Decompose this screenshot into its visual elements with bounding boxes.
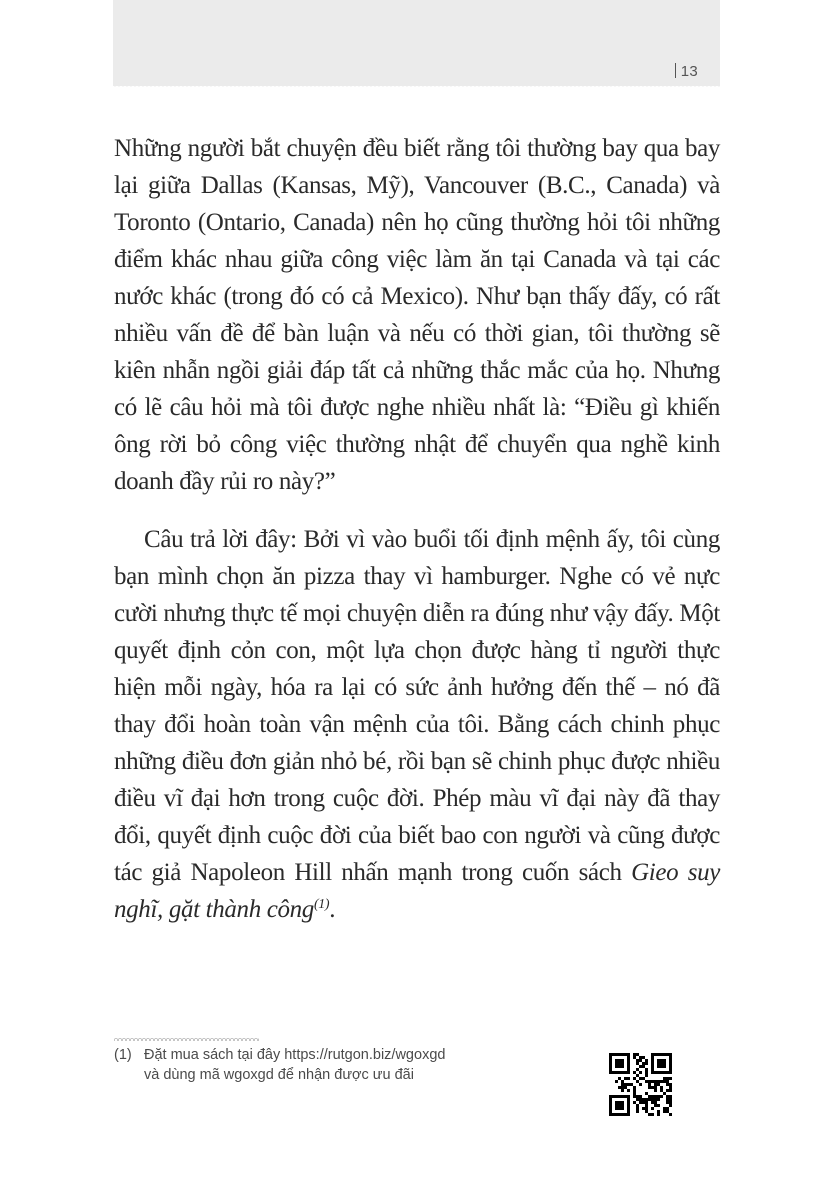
- qr-module: [645, 1110, 648, 1113]
- qr-module: [636, 1095, 639, 1098]
- qr-module: [618, 1095, 621, 1098]
- qr-module: [669, 1104, 672, 1107]
- qr-module: [660, 1059, 663, 1062]
- qr-module: [669, 1086, 672, 1089]
- qr-module: [627, 1077, 630, 1080]
- qr-module: [645, 1104, 648, 1107]
- qr-module: [618, 1107, 621, 1110]
- qr-module: [657, 1053, 660, 1056]
- qr-module: [615, 1065, 618, 1068]
- qr-module: [642, 1065, 645, 1068]
- qr-module: [609, 1068, 612, 1071]
- qr-module: [627, 1089, 630, 1092]
- qr-module: [621, 1113, 624, 1116]
- qr-module: [642, 1062, 645, 1065]
- qr-module: [627, 1068, 630, 1071]
- qr-module: [660, 1071, 663, 1074]
- qr-module: [636, 1098, 639, 1101]
- qr-module: [648, 1113, 651, 1116]
- qr-module: [633, 1053, 636, 1056]
- page-number-divider: [675, 63, 676, 78]
- qr-module: [657, 1095, 660, 1098]
- qr-module: [636, 1080, 639, 1083]
- qr-module: [639, 1059, 642, 1062]
- qr-module: [624, 1077, 627, 1080]
- paragraph-1: Những người bắt chuyện đều biết rằng tôi thường bay qua bay lại giữa Dallas (Kansas, Mỹ), Vancouver (B.C., Canada) và Toronto (Ontario, Canada) nên họ cũng thường hỏi tôi những điểm khác nhau giữa công việc làm ăn tại Canada và tại các nước khác (trong đó có cả Mexico). Như bạn thấy đấy, có rất nhiều vấn đề để bàn luận và nếu có thời gian, tôi thường sẽ kiên nhẫn ngồi giải đáp tất cả những thắc mắc của họ. Nhưng có lẽ câu hỏi mà tôi được nghe nhiều nhất là: “Điều gì khiến ông rời bỏ công việc thường nhật để chuyển qua nghề kinh doanh đầy rủi ro này?”: [114, 135, 720, 495]
- qr-module: [663, 1110, 666, 1113]
- qr-module: [633, 1086, 636, 1089]
- qr-module: [621, 1053, 624, 1056]
- qr-module: [660, 1062, 663, 1065]
- qr-module: [609, 1104, 612, 1107]
- qr-module: [660, 1086, 663, 1089]
- qr-module: [621, 1062, 624, 1065]
- qr-module: [666, 1110, 669, 1113]
- qr-module: [618, 1086, 621, 1089]
- qr-module: [645, 1068, 648, 1071]
- qr-module: [627, 1110, 630, 1113]
- qr-module: [654, 1095, 657, 1098]
- qr-module: [621, 1104, 624, 1107]
- page-number: [675, 63, 698, 80]
- qr-module: [648, 1086, 651, 1089]
- qr-module: [669, 1071, 672, 1074]
- qr-module: [663, 1059, 666, 1062]
- qr-module: [618, 1077, 621, 1080]
- qr-module: [648, 1098, 651, 1101]
- page-header: [113, 0, 720, 86]
- qr-module: [669, 1095, 672, 1098]
- qr-module: [663, 1077, 666, 1080]
- qr-module: [660, 1053, 663, 1056]
- qr-module: [645, 1074, 648, 1077]
- footnote-reference[interactable]: (1): [313, 897, 330, 912]
- qr-module: [618, 1059, 621, 1062]
- footnote-text: [144, 1045, 584, 1085]
- qr-module: [657, 1059, 660, 1062]
- qr-module: [609, 1065, 612, 1068]
- qr-module: [633, 1092, 636, 1095]
- qr-module: [645, 1101, 648, 1104]
- qr-module: [615, 1071, 618, 1074]
- qr-module: [633, 1101, 636, 1104]
- qr-module: [624, 1113, 627, 1116]
- qr-module: [627, 1071, 630, 1074]
- qr-module: [636, 1110, 639, 1113]
- qr-module: [639, 1065, 642, 1068]
- qr-module: [657, 1104, 660, 1107]
- qr-module: [618, 1065, 621, 1068]
- footnote-line-1: Đặt mua sách tại đây https://rutgon.biz/wgoxgd: [144, 1047, 446, 1063]
- qr-module: [669, 1062, 672, 1065]
- qr-module: [657, 1080, 660, 1083]
- qr-module: [609, 1053, 612, 1056]
- qr-module: [663, 1053, 666, 1056]
- qr-module: [627, 1095, 630, 1098]
- qr-module: [669, 1068, 672, 1071]
- qr-module: [651, 1098, 654, 1101]
- qr-module: [633, 1095, 636, 1098]
- qr-module: [654, 1098, 657, 1101]
- qr-module: [666, 1107, 669, 1110]
- qr-module: [633, 1077, 636, 1080]
- qr-module: [618, 1113, 621, 1116]
- qr-module: [651, 1071, 654, 1074]
- qr-module: [666, 1098, 669, 1101]
- qr-module: [633, 1071, 636, 1074]
- qr-module: [666, 1053, 669, 1056]
- qr-module: [642, 1098, 645, 1101]
- qr-module: [618, 1101, 621, 1104]
- qr-module: [651, 1059, 654, 1062]
- qr-module: [651, 1113, 654, 1116]
- qr-module: [651, 1065, 654, 1068]
- qr-module: [642, 1056, 645, 1059]
- qr-module: [618, 1071, 621, 1074]
- qr-module: [621, 1071, 624, 1074]
- qr-module: [654, 1071, 657, 1074]
- qr-module: [624, 1083, 627, 1086]
- qr-module: [645, 1062, 648, 1065]
- qr-module: [609, 1056, 612, 1059]
- qr-module: [627, 1101, 630, 1104]
- qr-module: [627, 1083, 630, 1086]
- footnote-line-2: và dùng mã wgoxgd để nhận được ưu đãi: [144, 1067, 414, 1083]
- qr-module: [657, 1098, 660, 1101]
- qr-module: [609, 1098, 612, 1101]
- qr-module: [630, 1083, 633, 1086]
- qr-module: [639, 1056, 642, 1059]
- qr-module: [621, 1080, 624, 1083]
- qr-module: [636, 1107, 639, 1110]
- qr-module: [621, 1086, 624, 1089]
- qr-module: [654, 1086, 657, 1089]
- qr-module: [633, 1089, 636, 1092]
- qr-module: [651, 1101, 654, 1104]
- qr-module: [609, 1110, 612, 1113]
- qr-module: [669, 1083, 672, 1086]
- qr-module: [621, 1065, 624, 1068]
- qr-module: [657, 1071, 660, 1074]
- qr-code-icon[interactable]: [609, 1053, 672, 1116]
- qr-module: [627, 1059, 630, 1062]
- qr-module: [669, 1101, 672, 1104]
- qr-module: [660, 1095, 663, 1098]
- qr-module: [669, 1065, 672, 1068]
- qr-module: [651, 1107, 654, 1110]
- qr-module: [639, 1077, 642, 1080]
- qr-module: [609, 1113, 612, 1116]
- qr-module: [639, 1095, 642, 1098]
- qr-module: [612, 1053, 615, 1056]
- qr-module: [624, 1086, 627, 1089]
- qr-module: [645, 1071, 648, 1074]
- qr-module: [621, 1089, 624, 1092]
- qr-module: [639, 1101, 642, 1104]
- qr-module: [627, 1062, 630, 1065]
- qr-module: [663, 1062, 666, 1065]
- qr-module: [666, 1077, 669, 1080]
- qr-module: [660, 1065, 663, 1068]
- qr-module: [615, 1113, 618, 1116]
- qr-module: [615, 1095, 618, 1098]
- qr-module: [615, 1104, 618, 1107]
- footnote: [114, 1045, 584, 1085]
- qr-module: [627, 1113, 630, 1116]
- qr-module: [657, 1062, 660, 1065]
- qr-module: [609, 1059, 612, 1062]
- qr-module: [612, 1113, 615, 1116]
- qr-module: [648, 1083, 651, 1086]
- qr-module: [639, 1098, 642, 1101]
- qr-module: [669, 1098, 672, 1101]
- qr-module: [663, 1080, 666, 1083]
- qr-module: [642, 1077, 645, 1080]
- qr-module: [609, 1101, 612, 1104]
- qr-module: [666, 1080, 669, 1083]
- qr-module: [666, 1101, 669, 1104]
- qr-module: [615, 1059, 618, 1062]
- qr-module: [666, 1071, 669, 1074]
- footnote-number: (1): [114, 1047, 132, 1063]
- qr-module: [615, 1080, 618, 1083]
- qr-module: [621, 1107, 624, 1110]
- qr-module: [645, 1059, 648, 1062]
- qr-module: [651, 1080, 654, 1083]
- qr-module: [636, 1059, 639, 1062]
- qr-module: [618, 1062, 621, 1065]
- qr-module: [648, 1095, 651, 1098]
- qr-module: [669, 1089, 672, 1092]
- qr-module: [639, 1083, 642, 1086]
- qr-module: [627, 1065, 630, 1068]
- qr-module: [621, 1095, 624, 1098]
- qr-module: [663, 1065, 666, 1068]
- footnote-divider: [114, 1037, 259, 1041]
- qr-module: [636, 1068, 639, 1071]
- page-number-value: 13: [680, 63, 698, 80]
- qr-module: [651, 1056, 654, 1059]
- qr-module: [621, 1101, 624, 1104]
- qr-module: [627, 1053, 630, 1056]
- qr-module: [654, 1080, 657, 1083]
- qr-module: [633, 1056, 636, 1059]
- qr-module: [648, 1080, 651, 1083]
- qr-module: [618, 1053, 621, 1056]
- qr-module: [660, 1089, 663, 1092]
- qr-module: [621, 1059, 624, 1062]
- book-title: Gieo suy nghĩ, gặt thành công: [114, 859, 720, 923]
- qr-module: [666, 1095, 669, 1098]
- qr-module: [651, 1062, 654, 1065]
- body-text: [114, 130, 720, 928]
- qr-module: [651, 1053, 654, 1056]
- paragraph-2-ending: .: [329, 896, 336, 923]
- qr-module: [624, 1071, 627, 1074]
- qr-module: [663, 1071, 666, 1074]
- qr-module: [654, 1104, 657, 1107]
- qr-module: [645, 1080, 648, 1083]
- qr-module: [642, 1107, 645, 1110]
- qr-module: [669, 1077, 672, 1080]
- paragraph-2-text: Câu trả lời đây: Bởi vì vào buổi tối định mệnh ấy, tôi cùng bạn mình chọn ăn pizza thay vì hamburger. Nghe có vẻ nực cười nhưng thực tế mọi chuyện diễn ra đúng như vậy đấy. Một quyết định cỏn con, một lựa chọn được hàng tỉ người thực hiện mỗi ngày, hóa ra lại có sức ảnh hưởng đến thế – nó đã thay đổi hoàn toàn vận mệnh của tôi. Bằng cách chinh phục những điều đơn giản nhỏ bé, rồi bạn sẽ chinh phục được nhiều điều vĩ đại hơn trong cuộc đời. Phép màu vĩ đại này đã thay đổi, quyết định cuộc đời của biết bao con người và cũng được tác giả Napoleon Hill nhấn mạnh trong cuốn sách: [114, 526, 720, 886]
- qr-module: [663, 1092, 666, 1095]
- qr-module: [657, 1065, 660, 1068]
- qr-module: [669, 1113, 672, 1116]
- qr-module: [642, 1101, 645, 1104]
- qr-module: [615, 1062, 618, 1065]
- qr-module: [651, 1068, 654, 1071]
- qr-module: [654, 1089, 657, 1092]
- qr-module: [663, 1107, 666, 1110]
- qr-module: [645, 1092, 648, 1095]
- qr-module: [669, 1059, 672, 1062]
- qr-module: [645, 1107, 648, 1110]
- qr-module: [627, 1107, 630, 1110]
- qr-module: [609, 1107, 612, 1110]
- qr-module: [666, 1089, 669, 1092]
- qr-module: [639, 1071, 642, 1074]
- qr-module: [660, 1080, 663, 1083]
- qr-module: [636, 1104, 639, 1107]
- qr-module: [624, 1053, 627, 1056]
- qr-module: [666, 1083, 669, 1086]
- qr-module: [657, 1110, 660, 1113]
- qr-module: [615, 1053, 618, 1056]
- qr-module: [657, 1083, 660, 1086]
- qr-module: [627, 1104, 630, 1107]
- qr-module: [654, 1053, 657, 1056]
- qr-module: [609, 1071, 612, 1074]
- qr-module: [621, 1083, 624, 1086]
- qr-module: [615, 1101, 618, 1104]
- qr-module: [615, 1107, 618, 1110]
- qr-module: [609, 1095, 612, 1098]
- qr-module: [636, 1062, 639, 1065]
- qr-module: [651, 1095, 654, 1098]
- qr-module: [612, 1095, 615, 1098]
- qr-module: [624, 1095, 627, 1098]
- qr-module: [636, 1053, 639, 1056]
- qr-module: [654, 1101, 657, 1104]
- qr-module: [651, 1086, 654, 1089]
- qr-module: [654, 1083, 657, 1086]
- qr-module: [645, 1098, 648, 1101]
- qr-module: [636, 1074, 639, 1077]
- qr-module: [627, 1098, 630, 1101]
- qr-module: [609, 1062, 612, 1065]
- paragraph-2: [114, 521, 720, 928]
- qr-module: [657, 1113, 660, 1116]
- qr-module: [618, 1104, 621, 1107]
- qr-module: [669, 1053, 672, 1056]
- qr-module: [612, 1071, 615, 1074]
- qr-module: [627, 1056, 630, 1059]
- qr-module: [669, 1056, 672, 1059]
